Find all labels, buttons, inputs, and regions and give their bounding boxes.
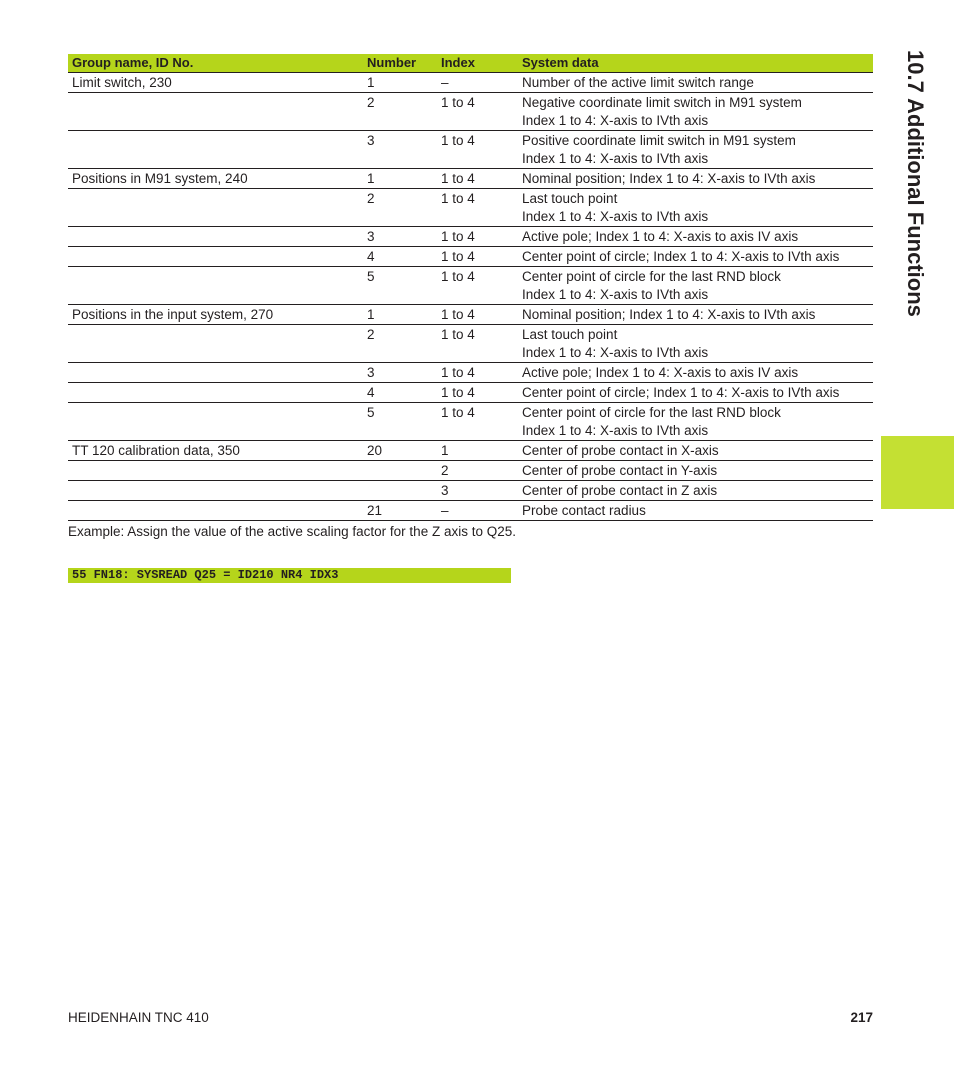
cell-number: 2	[367, 95, 375, 110]
cell-number: 1	[367, 307, 375, 322]
cell-number: 1	[367, 75, 375, 90]
cell-system-data: Positive coordinate limit switch in M91 system	[522, 133, 796, 148]
cell-system-data: Last touch point	[522, 191, 618, 206]
page-number: 217	[850, 1010, 873, 1025]
cell-index: 1 to 4	[441, 95, 475, 110]
footer-product: HEIDENHAIN TNC 410	[68, 1010, 209, 1025]
table-row	[68, 306, 873, 325]
row-line	[68, 132, 873, 150]
cell-system-data: Probe contact radius	[522, 503, 646, 518]
row-line	[68, 190, 873, 208]
cell-index: –	[441, 75, 449, 90]
row-line	[68, 74, 873, 92]
chapter-tab	[881, 436, 954, 509]
cell-system-data: Index 1 to 4: X-axis to IVth axis	[522, 113, 709, 128]
row-line	[68, 344, 873, 362]
cell-number: 3	[367, 365, 375, 380]
row-line	[68, 286, 873, 304]
cell-number: 2	[367, 327, 375, 342]
cell-system-data: Number of the active limit switch range	[522, 75, 754, 90]
cell-index: 1 to 4	[441, 191, 475, 206]
row-line	[68, 228, 873, 246]
cell-index: 2	[441, 463, 449, 478]
cell-index: 1 to 4	[441, 385, 475, 400]
code-line: 55 FN18: SYSREAD Q25 = ID210 NR4 IDX3	[68, 568, 511, 583]
cell-number: 4	[367, 385, 375, 400]
table-row	[68, 74, 873, 93]
cell-index: 1 to 4	[441, 171, 475, 186]
header-system-data: System data	[522, 55, 599, 70]
cell-system-data: Center of probe contact in Y-axis	[522, 463, 718, 478]
cell-number: 3	[367, 229, 375, 244]
cell-index: –	[441, 503, 449, 518]
cell-group: Positions in M91 system, 240	[72, 171, 248, 186]
row-line	[68, 404, 873, 422]
example-text: Example: Assign the value of the active scaling factor for the Z axis to Q25.	[68, 524, 516, 539]
table-row	[68, 384, 873, 403]
cell-number: 1	[367, 171, 375, 186]
row-line	[68, 150, 873, 168]
row-line	[68, 502, 873, 520]
cell-index: 1 to 4	[441, 269, 475, 284]
row-line	[68, 482, 873, 500]
cell-index: 1 to 4	[441, 365, 475, 380]
cell-index: 1 to 4	[441, 249, 475, 264]
row-line	[68, 112, 873, 130]
table-row	[68, 190, 873, 227]
cell-system-data: Center point of circle for the last RND block	[522, 269, 781, 284]
table-row	[68, 462, 873, 481]
cell-system-data: Active pole; Index 1 to 4: X-axis to axis IV axis	[522, 365, 799, 380]
row-line	[68, 326, 873, 344]
table-row	[68, 326, 873, 363]
cell-system-data: Index 1 to 4: X-axis to IVth axis	[522, 423, 709, 438]
row-line	[68, 364, 873, 382]
cell-number: 3	[367, 133, 375, 148]
cell-number: 2	[367, 191, 375, 206]
cell-number: 21	[367, 503, 383, 518]
cell-system-data: Active pole; Index 1 to 4: X-axis to axis IV axis	[522, 229, 799, 244]
table-row	[68, 482, 873, 501]
row-line	[68, 442, 873, 460]
cell-system-data: Nominal position; Index 1 to 4: X-axis to IVth axis	[522, 307, 816, 322]
cell-number: 4	[367, 249, 375, 264]
table-header	[68, 54, 873, 73]
cell-number: 20	[367, 443, 383, 458]
row-line	[68, 462, 873, 480]
table-row	[68, 170, 873, 189]
header-index: Index	[441, 55, 475, 70]
cell-system-data: Index 1 to 4: X-axis to IVth axis	[522, 287, 709, 302]
cell-index: 1 to 4	[441, 327, 475, 342]
table-row	[68, 404, 873, 441]
table-row	[68, 248, 873, 267]
row-line	[68, 248, 873, 266]
cell-system-data: Last touch point	[522, 327, 618, 342]
cell-system-data: Center point of circle for the last RND block	[522, 405, 781, 420]
cell-index: 1 to 4	[441, 133, 475, 148]
cell-group: TT 120 calibration data, 350	[72, 443, 240, 458]
cell-number: 5	[367, 405, 375, 420]
table-row	[68, 268, 873, 305]
row-line	[68, 170, 873, 188]
cell-index: 1	[441, 443, 449, 458]
cell-group: Positions in the input system, 270	[72, 307, 274, 322]
cell-number: 5	[367, 269, 375, 284]
cell-system-data: Index 1 to 4: X-axis to IVth axis	[522, 209, 709, 224]
row-line	[68, 268, 873, 286]
row-line	[68, 422, 873, 440]
cell-index: 1 to 4	[441, 307, 475, 322]
table-row	[68, 228, 873, 247]
table-body	[68, 74, 873, 521]
system-data-table	[68, 54, 873, 521]
cell-group: Limit switch, 230	[72, 75, 172, 90]
cell-index: 3	[441, 483, 449, 498]
row-line	[68, 94, 873, 112]
cell-system-data: Center of probe contact in X-axis	[522, 443, 719, 458]
cell-system-data: Index 1 to 4: X-axis to IVth axis	[522, 151, 709, 166]
table-row	[68, 502, 873, 521]
cell-index: 1 to 4	[441, 405, 475, 420]
cell-system-data: Index 1 to 4: X-axis to IVth axis	[522, 345, 709, 360]
row-line	[68, 384, 873, 402]
cell-system-data: Center point of circle; Index 1 to 4: X-axis to IVth axis	[522, 385, 840, 400]
table-row	[68, 364, 873, 383]
cell-system-data: Nominal position; Index 1 to 4: X-axis to IVth axis	[522, 171, 816, 186]
cell-system-data: Negative coordinate limit switch in M91 system	[522, 95, 802, 110]
table-row	[68, 442, 873, 461]
table-row	[68, 132, 873, 169]
row-line	[68, 306, 873, 324]
header-group: Group name, ID No.	[72, 55, 194, 70]
cell-index: 1 to 4	[441, 229, 475, 244]
cell-system-data: Center of probe contact in Z axis	[522, 483, 718, 498]
row-line	[68, 208, 873, 226]
table-row	[68, 94, 873, 131]
header-number: Number	[367, 55, 417, 70]
cell-system-data: Center point of circle; Index 1 to 4: X-axis to IVth axis	[522, 249, 840, 264]
